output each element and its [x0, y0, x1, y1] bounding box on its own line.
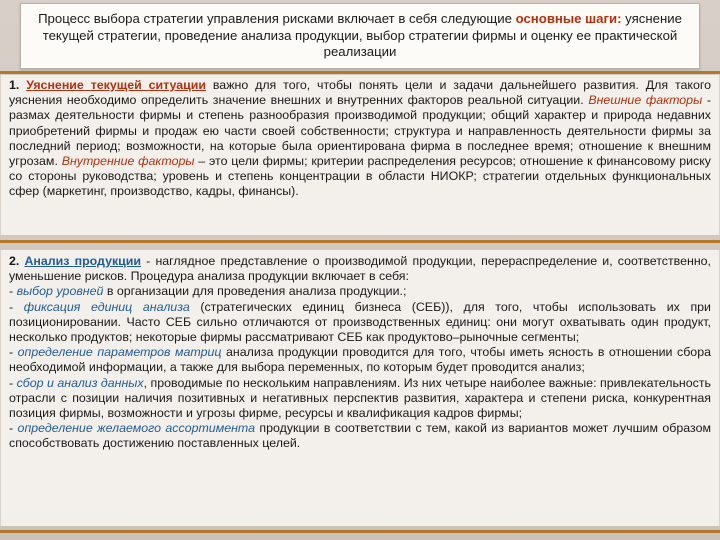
item-dash: -: [9, 375, 17, 390]
section2-item-2: [9, 300, 711, 346]
item-4-term: сбор и анализ данных: [16, 375, 144, 390]
section2-intro: [9, 254, 711, 284]
section2-item-5: [9, 421, 711, 451]
item-2-term: фиксация единиц анализа: [23, 299, 190, 314]
section1-text-2: - размах деятельности фирмы и степень разнообразия производимой продукции; общий характер и природа недавних приобретений фирмы и продаж ею части своей собственности; структура и направленность деятельности фирмы за последний период; возможности, на которые была ориентирована фирма в последнее время; отношение к внешним угрозам.: [9, 93, 711, 169]
divider-top: [0, 71, 720, 74]
section-current-situation: [0, 75, 720, 235]
item-1-text: в организации для проведения анализа продукции.;: [103, 284, 407, 299]
item-5-text: продукции в соответствии с тем, какой из вариантов может лучшим образом способствовать достижению поставленных целей.: [9, 421, 711, 451]
item-2-text: (стратегических единиц бизнеса (СЕБ)), для того, чтобы использовать их при позиционировании. Часто СЕБ сильно отличаются от производственных единиц: они могут охватывать один продукт, несколько продуктов; некоторые фирмы рассматривают СЕБ как продуктово–рыночные сегменты;: [9, 299, 711, 345]
item-1-term: выбор уровней: [16, 284, 104, 299]
item-dash: -: [9, 299, 24, 314]
section1-term-external: Внешние факторы: [588, 93, 703, 108]
header-highlight: основные шаги:: [515, 11, 622, 26]
section1-text-3: – это цели фирмы; критерии распределения ресурсов; отношение к финансовому риску со стороны руководства; уровень и степень концентрации в области НИОКР; стратегии отдельных функциональных сфер (маркетинг, производство, кадры, финансы).: [9, 154, 711, 199]
section2-item-1: [9, 284, 711, 299]
header-text-after: уяснение текущей стратегии, проведение анализа продукции, выбор стратегии фирмы и оценку ее практической реализации: [42, 11, 682, 59]
item-dash: -: [9, 284, 17, 299]
section2-key-term: Анализ продукции: [24, 254, 142, 268]
section2-item-3: [9, 345, 711, 375]
item-5-term: определение желаемого ассортимента: [17, 421, 255, 436]
divider-middle: [0, 240, 720, 243]
section1-term-internal: Внутренние факторы: [61, 154, 195, 169]
header-box: [20, 3, 700, 69]
section1-key-term: Уяснение текущей ситуации: [26, 78, 206, 92]
item-3-text: анализа продукции проводится для того, чтобы иметь ясность в отношении сбора необходимой информации, а также для выбора переменных, по которым будет проводится анализ;: [9, 345, 711, 375]
section1-text-1: важно для того, чтобы понять цели и задачи дальнейшего развития. Для такого уяснения необходимо определить значение внешних и внутренних факторов реальной ситуации.: [9, 78, 711, 108]
section2-item-4: [9, 376, 711, 422]
header-text-before: Процесс выбора стратегии управления рисками включает в себя следующие: [38, 11, 516, 26]
section-product-analysis: [0, 250, 720, 526]
section2-text-1: - наглядное представление о производимой продукции, перераспределение и, соответственно, уменьшение рисков. Процедура анализа продукции включает в себя:: [9, 254, 711, 284]
item-4-text: , проводимые по нескольким направлениям. Из них четыре наиболее важные: привлекательность отрасли с позиции наличия позитивных и негативных перспектив развития, характера и степени риска, конкурентная позиция фирмы, возможности и угрозы фирме, ресурсы и квалификация кадров фирмы;: [9, 375, 711, 421]
item-dash: -: [9, 421, 18, 436]
item-dash: -: [9, 345, 18, 360]
section1-number: 1.: [9, 78, 27, 92]
item-3-term: определение параметров матриц: [17, 345, 222, 360]
section2-number: 2.: [9, 254, 25, 268]
divider-bottom: [0, 530, 720, 533]
